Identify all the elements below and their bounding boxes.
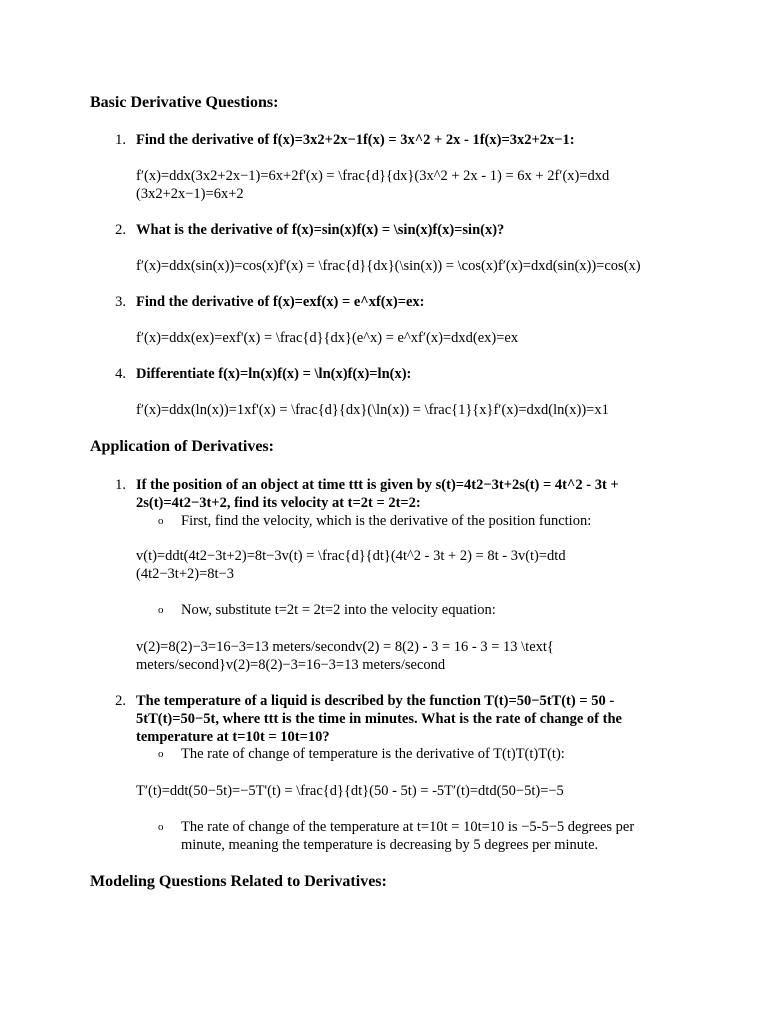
question-number: 2.	[115, 222, 126, 238]
answer-line: (3x2+2x−1)=6x+2	[136, 186, 244, 202]
bullet-text: Now, substitute t=2t = 2t=2 into the velocity equation:	[181, 602, 496, 618]
formula-line: meters/second}v(2)=8(2)−3=16−3=13 meters/second	[136, 657, 446, 673]
question-text: If the position of an object at time ttt is given by s(t)=4t2−3t+2s(t) = 4t^2 - 3t +	[136, 477, 619, 493]
question-number: 4.	[115, 366, 126, 382]
question-number: 3.	[115, 294, 126, 310]
formula-line: (4t2−3t+2)=8t−3	[136, 566, 234, 582]
question-text: Find the derivative of f(x)=exf(x) = e^xf(x)=ex:	[136, 294, 425, 310]
section-heading-modeling: Modeling Questions Related to Derivatives:	[90, 873, 387, 890]
formula-line: v(2)=8(2)−3=16−3=13 meters/secondv(2) = 8(2) - 3 = 16 - 3 = 13 \text{	[136, 639, 554, 655]
question-text: Find the derivative of f(x)=3x2+2x−1f(x) = 3x^2 + 2x - 1f(x)=3x2+2x−1:	[136, 132, 575, 148]
question-text: The temperature of a liquid is described by the function T(t)=50−5tT(t) = 50 -	[136, 693, 615, 709]
bullet-marker: o	[158, 604, 164, 616]
question-text: temperature at t=10t = 10t=10?	[136, 729, 330, 745]
question-text: 5tT(t)=50−5t, where ttt is the time in minutes. What is the rate of change of the	[136, 711, 622, 727]
question-number: 2.	[115, 693, 126, 709]
answer-line: f′(x)=ddx(3x2+2x−1)=6x+2f'(x) = \frac{d}{dx}(3x^2 + 2x - 1) = 6x + 2f′(x)=dxd	[136, 168, 610, 184]
bullet-marker: o	[158, 821, 164, 833]
bullet-text: The rate of change of the temperature at t=10t = 10t=10 is −5-5−5 degrees per	[181, 819, 635, 835]
formula-line: v(t)=ddt(4t2−3t+2)=8t−3v(t) = \frac{d}{dt}(4t^2 - 3t + 2) = 8t - 3v(t)=dtd	[136, 548, 566, 564]
answer-line: f′(x)=ddx(ln(x))=1xf'(x) = \frac{d}{dx}(\ln(x)) = \frac{1}{x}f′(x)=dxd(ln(x))=x1	[136, 402, 609, 418]
bullet-marker: o	[158, 748, 164, 760]
question-text: Differentiate f(x)=ln(x)f(x) = \ln(x)f(x)=ln(x):	[136, 366, 412, 382]
answer-line: f′(x)=ddx(sin(x))=cos(x)f'(x) = \frac{d}{dx}(\sin(x)) = \cos(x)f′(x)=dxd(sin(x))=cos(x)	[136, 258, 641, 274]
section-heading-application: Application of Derivatives:	[90, 438, 274, 455]
question-number: 1.	[115, 477, 126, 493]
bullet-text: minute, meaning the temperature is decreasing by 5 degrees per minute.	[181, 837, 599, 853]
question-text: 2s(t)=4t2−3t+2, find its velocity at t=2t = 2t=2:	[136, 495, 421, 511]
answer-line: f′(x)=ddx(ex)=exf'(x) = \frac{d}{dx}(e^x) = e^xf′(x)=dxd(ex)=ex	[136, 330, 519, 346]
bullet-text: First, find the velocity, which is the derivative of the position function:	[181, 513, 592, 529]
formula-line: T′(t)=ddt(50−5t)=−5T'(t) = \frac{d}{dt}(50 - 5t) = -5T′(t)=dtd(50−5t)=−5	[136, 783, 564, 799]
bullet-marker: o	[158, 515, 164, 527]
bullet-text: The rate of change of temperature is the derivative of T(t)T(t)T(t):	[181, 746, 565, 762]
question-number: 1.	[115, 132, 126, 148]
section-heading-basic: Basic Derivative Questions:	[90, 94, 279, 111]
question-text: What is the derivative of f(x)=sin(x)f(x) = \sin(x)f(x)=sin(x)?	[136, 222, 505, 238]
